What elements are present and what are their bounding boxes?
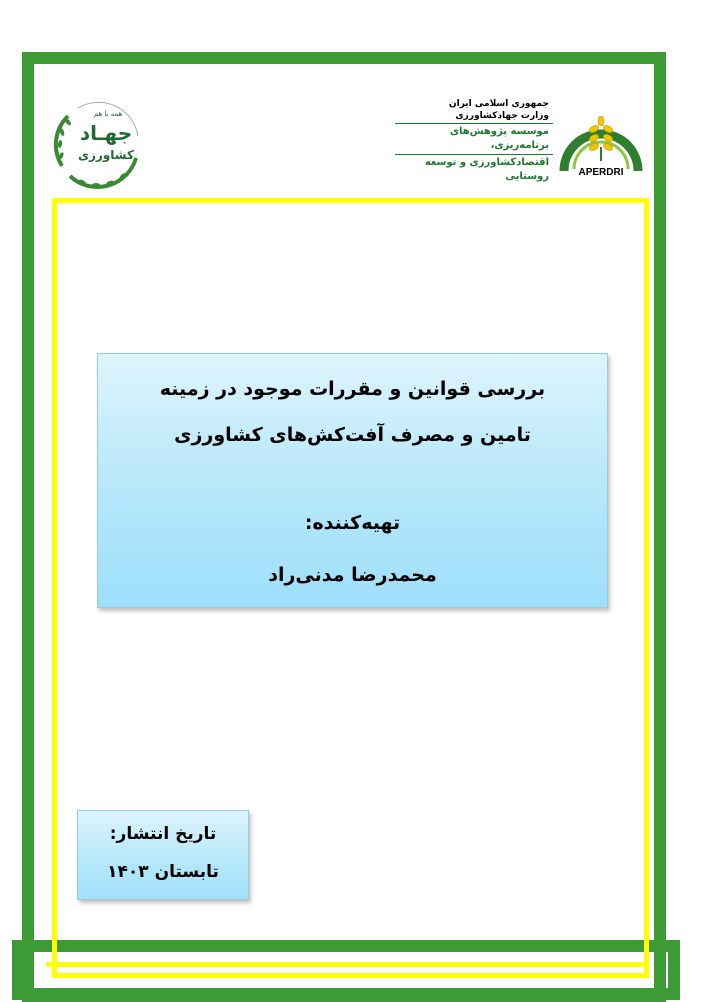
- org-divider: [395, 154, 553, 155]
- jahad-keshavarzi-logo-icon: [48, 96, 148, 194]
- publication-date-box: [77, 810, 249, 900]
- org-institute-line2: اقتصادکشاورزی و توسعه روستایی: [424, 157, 549, 182]
- publication-date-label: تاریخ انتشار:: [109, 824, 217, 844]
- organization-block: [395, 98, 553, 184]
- jahad-slogan: همه با هم: [93, 110, 123, 118]
- yellow-bottom-border: [46, 962, 646, 982]
- report-title-line1: بررسی قوانین و مقررات موجود در زمینه: [159, 378, 546, 400]
- aperdri-wheat-logo-icon: [556, 97, 646, 183]
- org-divider: [395, 123, 553, 124]
- publication-date-value: تابستان ۱۴۰۳: [107, 862, 219, 882]
- aperdri-logo: [556, 97, 646, 183]
- author-label: تهیه‌کننده:: [304, 512, 401, 534]
- aperdri-logo-label: APERDRI: [578, 167, 624, 178]
- org-country: جمهوری اسلامی ایران: [448, 99, 549, 109]
- author-name: محمدرضا مدنی‌راد: [268, 564, 437, 586]
- org-institute-line1: موسسه پژوهش‌های برنامه‌ریزی،: [449, 126, 549, 151]
- jahad-subtitle: کشاورزی: [78, 148, 134, 162]
- report-title-line2: تامین و مصرف آفت‌کش‌های کشاورزی: [174, 424, 531, 446]
- jahad-keshavarzi-logo: [48, 96, 148, 194]
- title-box: [97, 353, 608, 608]
- org-ministry: وزارت جهادکشاورزی: [455, 111, 549, 121]
- jahad-title: جهـاد: [79, 121, 133, 145]
